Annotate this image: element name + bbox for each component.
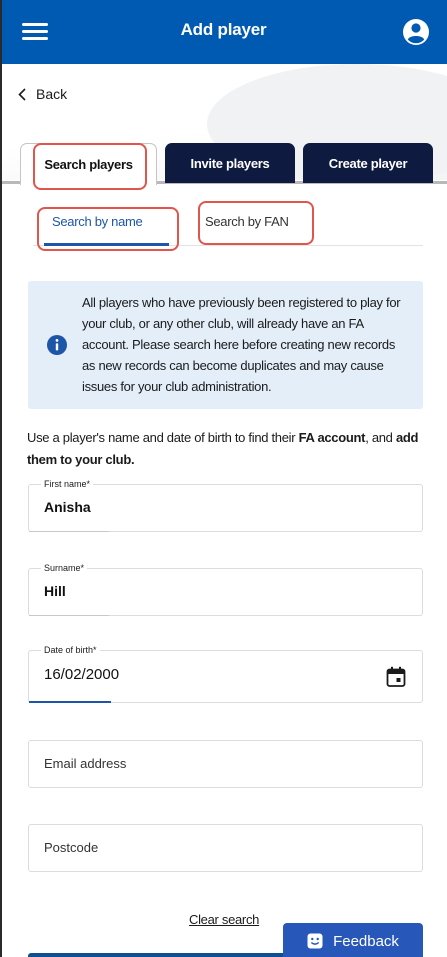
postcode-placeholder[interactable]: Postcode <box>44 840 99 855</box>
first-name-label: First name* <box>41 478 93 490</box>
intro-bold-fa-account: FA account <box>298 430 366 445</box>
tab-create-player[interactable]: Create player <box>303 143 433 183</box>
info-notice <box>28 281 423 409</box>
email-address-placeholder[interactable]: Email address <box>44 756 127 771</box>
field-underline <box>29 615 109 616</box>
first-name-field[interactable] <box>28 479 423 532</box>
back-label: Back <box>36 86 68 102</box>
date-of-birth-label: Date of birth* <box>41 644 100 656</box>
info-circle-icon <box>47 335 67 355</box>
intro-text-1: Use a player's name and date of birth to find their <box>27 430 299 445</box>
intro-bold-add-to-club: add them to your club. <box>27 430 419 467</box>
postcode-field[interactable] <box>28 824 423 872</box>
feedback-label: Feedback <box>333 932 399 950</box>
account-circle-icon[interactable] <box>401 17 431 47</box>
tab-invite-players[interactable]: Invite players <box>165 143 295 183</box>
surname-value[interactable]: Hill <box>44 583 66 599</box>
calendar-icon[interactable] <box>386 666 406 688</box>
date-of-birth-value[interactable]: 16/02/2000 <box>44 666 120 683</box>
page-title: Add player <box>180 20 267 39</box>
clear-search-link[interactable]: Clear search <box>189 912 260 927</box>
highlight-search-players-tab <box>33 143 147 190</box>
chevron-left-icon <box>18 88 26 101</box>
surname-label: Surname* <box>41 562 87 574</box>
feedback-button[interactable] <box>283 923 423 957</box>
highlight-search-by-name <box>37 207 179 251</box>
subtab-search-by-name[interactable]: Search by name <box>52 214 143 229</box>
tab-search-players[interactable]: Search players <box>20 143 157 185</box>
smile-feedback-icon <box>307 933 323 949</box>
top-app-bar <box>0 0 447 64</box>
back-button[interactable] <box>18 84 67 104</box>
subtab-search-by-fan[interactable]: Search by FAN <box>205 214 289 229</box>
intro-text-2: , and <box>365 430 396 445</box>
surname-field[interactable] <box>28 563 423 616</box>
first-name-value[interactable]: Anisha <box>44 499 91 515</box>
date-of-birth-field[interactable] <box>28 645 423 703</box>
search-instructions <box>27 427 427 471</box>
highlight-search-by-fan <box>198 201 314 245</box>
email-address-field[interactable] <box>28 740 423 788</box>
field-underline-focused <box>29 701 111 703</box>
field-underline <box>29 531 109 532</box>
info-notice-text: All players who have previously been registered to play for your club, or any other club, will already have an FA account. Please search here before creating new records as new records can become duplicates and may cause issues for your club administration. <box>82 295 401 394</box>
